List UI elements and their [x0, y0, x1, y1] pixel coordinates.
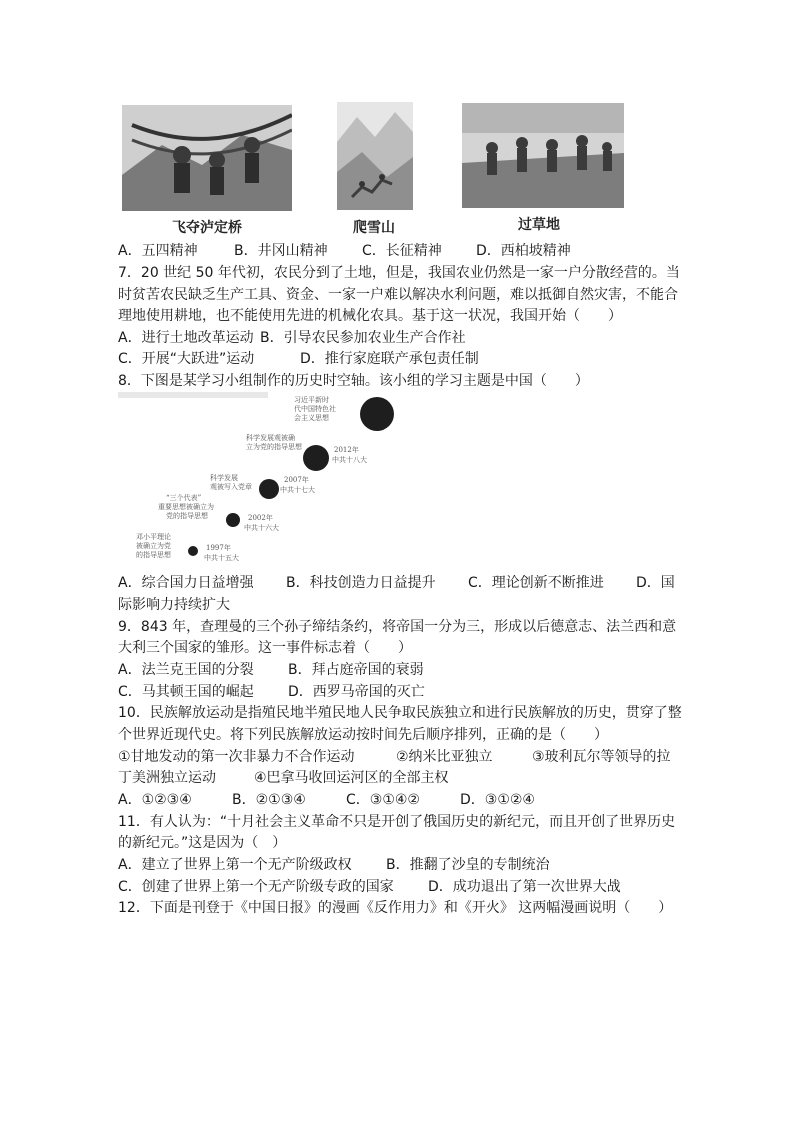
q10-items-row-2	[118, 768, 449, 788]
timeline-node-2-congress: 中共十六大	[244, 524, 279, 532]
photo-snow-mountain	[337, 102, 413, 210]
q10-stem-line-2: 个世界近现代史。将下列民族解放运动按时间先后顺序排列，正确的是（ ）	[118, 727, 608, 743]
q10-item-3-continued: 丁美洲独立运动	[118, 770, 216, 786]
q6-options	[118, 241, 571, 261]
q10-option-a[interactable]: A．①②③④	[118, 792, 192, 808]
photo-snow-mountain-image	[337, 102, 413, 210]
q11-stem-line-2: 的新纪元。”这是因为（ ）	[118, 835, 287, 851]
q8-option-d[interactable]: D．国	[636, 575, 675, 591]
q10-option-d[interactable]: D．③①②④	[460, 792, 535, 808]
q7-option-a[interactable]: A．进行土地改革运动	[118, 330, 254, 346]
timeline-node-5	[360, 397, 394, 431]
q8-options-row-1	[118, 573, 675, 593]
photo-grassland	[462, 103, 624, 208]
q7-options-row-1	[118, 328, 466, 348]
q10-item-4: ④巴拿马收回运河区的全部主权	[254, 770, 449, 786]
photo-grassland-image	[462, 103, 624, 208]
caption-snow-mountain: 爬雪山	[353, 220, 395, 236]
caption-luding-bridge: 飞夺泸定桥	[172, 220, 242, 236]
timeline-node-3-congress: 中共十七大	[280, 486, 315, 494]
timeline-node-2-label: “三个代表”重要思想被确立为党的指导思想	[158, 494, 214, 520]
q12-stem: 12．下面是刊登于《中国日报》的漫画《反作用力》和《开火》 这两幅漫画说明（ ）	[118, 900, 673, 916]
timeline-node-1-label: 邓小平理论被确立为党的指导思想	[136, 533, 171, 559]
q9-stem-line-1: 9．843 年，查理曼的三个孙子缔结条约，将帝国一分为三，形成以后德意志、法兰西和意	[118, 619, 677, 635]
q9-option-d[interactable]: D．西罗马帝国的灭亡	[288, 684, 425, 700]
q10-option-b[interactable]: B．②①③④	[232, 792, 306, 808]
q7-option-c[interactable]: C．开展“大跃进”运动	[118, 351, 255, 367]
q11-option-b[interactable]: B．推翻了沙皇的专制统治	[386, 857, 550, 873]
q11-option-c[interactable]: C．创建了世界上第一个无产阶级专政的国家	[118, 879, 394, 895]
q7-stem-line-2: 时贫苦农民缺乏生产工具、资金、一家一户难以解决水利问题，难以抵御自然灾害，不能合	[118, 287, 678, 303]
timeline-node-2	[226, 513, 240, 527]
q9-option-c[interactable]: C．马其顿王国的崛起	[118, 684, 254, 700]
q8-option-b[interactable]: B．科技创造力日益提升	[286, 575, 436, 591]
timeline-node-4-year: 2012年	[334, 446, 359, 454]
timeline-figure	[118, 392, 428, 568]
q11-option-a[interactable]: A．建立了世界上第一个无产阶级政权	[118, 857, 352, 873]
q9-stem-line-2: 大利三个国家的雏形。这一事件标志着（ ）	[118, 640, 412, 656]
timeline-node-1-congress: 中共十五大	[204, 554, 239, 562]
q11-stem-line-1: 11．有人认为：“十月社会主义革命不只是开创了俄国历史的新纪元，而且开创了世界历史	[118, 814, 676, 830]
q7-stem-line-3: 理地使用耕地，也不能使用先进的机械化农具。基于这一状况，我国开始（ ）	[118, 308, 622, 324]
q10-item-1: ①甘地发动的第一次非暴力不合作运动	[118, 749, 355, 765]
q10-option-c[interactable]: C．③①④②	[346, 792, 420, 808]
q10-stem-line-1: 10．民族解放运动是指殖民地半殖民地人民争取民族独立和进行民族解放的历史，贯穿了整	[118, 705, 682, 721]
timeline-node-4-label: 科学发展观被确立为党的指导思想	[246, 434, 302, 451]
q10-item-3: ③玻利瓦尔等领导的拉	[532, 749, 671, 765]
q10-item-2: ②纳米比亚独立	[396, 749, 493, 765]
photo-luding-bridge-image	[122, 105, 292, 211]
timeline-node-1	[188, 546, 198, 556]
q8-option-c[interactable]: C．理论创新不断推进	[468, 575, 604, 591]
timeline-node-3	[259, 479, 279, 499]
timeline-node-4	[303, 445, 329, 471]
q9-option-a[interactable]: A．法兰克王国的分裂	[118, 662, 254, 678]
q7-stem-line-1: 7．20 世纪 50 年代初，农民分到了土地，但是，我国农业仍然是一家一户分散经营的。当	[118, 265, 680, 281]
timeline-node-3-label: 科学发展观被写入党章	[210, 474, 252, 491]
q10-items-row-1	[118, 747, 671, 767]
q8-option-a[interactable]: A．综合国力日益增强	[118, 575, 254, 591]
q9-option-b[interactable]: B．拜占庭帝国的衰弱	[288, 662, 424, 678]
q11-options-row-1	[118, 855, 550, 875]
q6-option-d[interactable]: D．西柏坡精神	[476, 243, 571, 259]
q6-option-c[interactable]: C．长征精神	[362, 243, 442, 259]
q11-option-d[interactable]: D．成功退出了第一次世界大战	[428, 879, 621, 895]
timeline-node-3-year: 2007年	[284, 476, 309, 484]
timeline-node-5-label: 习近平新时代中国特色社会主义思想	[294, 396, 336, 422]
q8-option-d-continued: 际影响力持续扩大	[118, 597, 230, 613]
q7-option-b[interactable]: B．引导农民参加农业生产合作社	[260, 330, 466, 346]
caption-grassland: 过草地	[518, 217, 560, 233]
timeline-node-4-congress: 中共十八大	[332, 456, 367, 464]
q11-options-row-2	[118, 877, 621, 897]
q7-options-row-2	[118, 349, 479, 369]
timeline-node-2-year: 2002年	[248, 514, 273, 522]
q10-options	[118, 790, 535, 810]
photo-luding-bridge	[122, 105, 292, 211]
q6-option-b[interactable]: B．井冈山精神	[234, 243, 328, 259]
q7-option-d[interactable]: D．推行家庭联产承包责任制	[300, 351, 479, 367]
q8-stem: 8．下图是某学习小组制作的历史时空轴。该小组的学习主题是中国（ ）	[118, 373, 589, 389]
q6-option-a[interactable]: A．五四精神	[118, 243, 198, 259]
timeline-node-1-year: 1997年	[206, 544, 231, 552]
q9-options-row-2	[118, 682, 425, 702]
q9-options-row-1	[118, 660, 424, 680]
